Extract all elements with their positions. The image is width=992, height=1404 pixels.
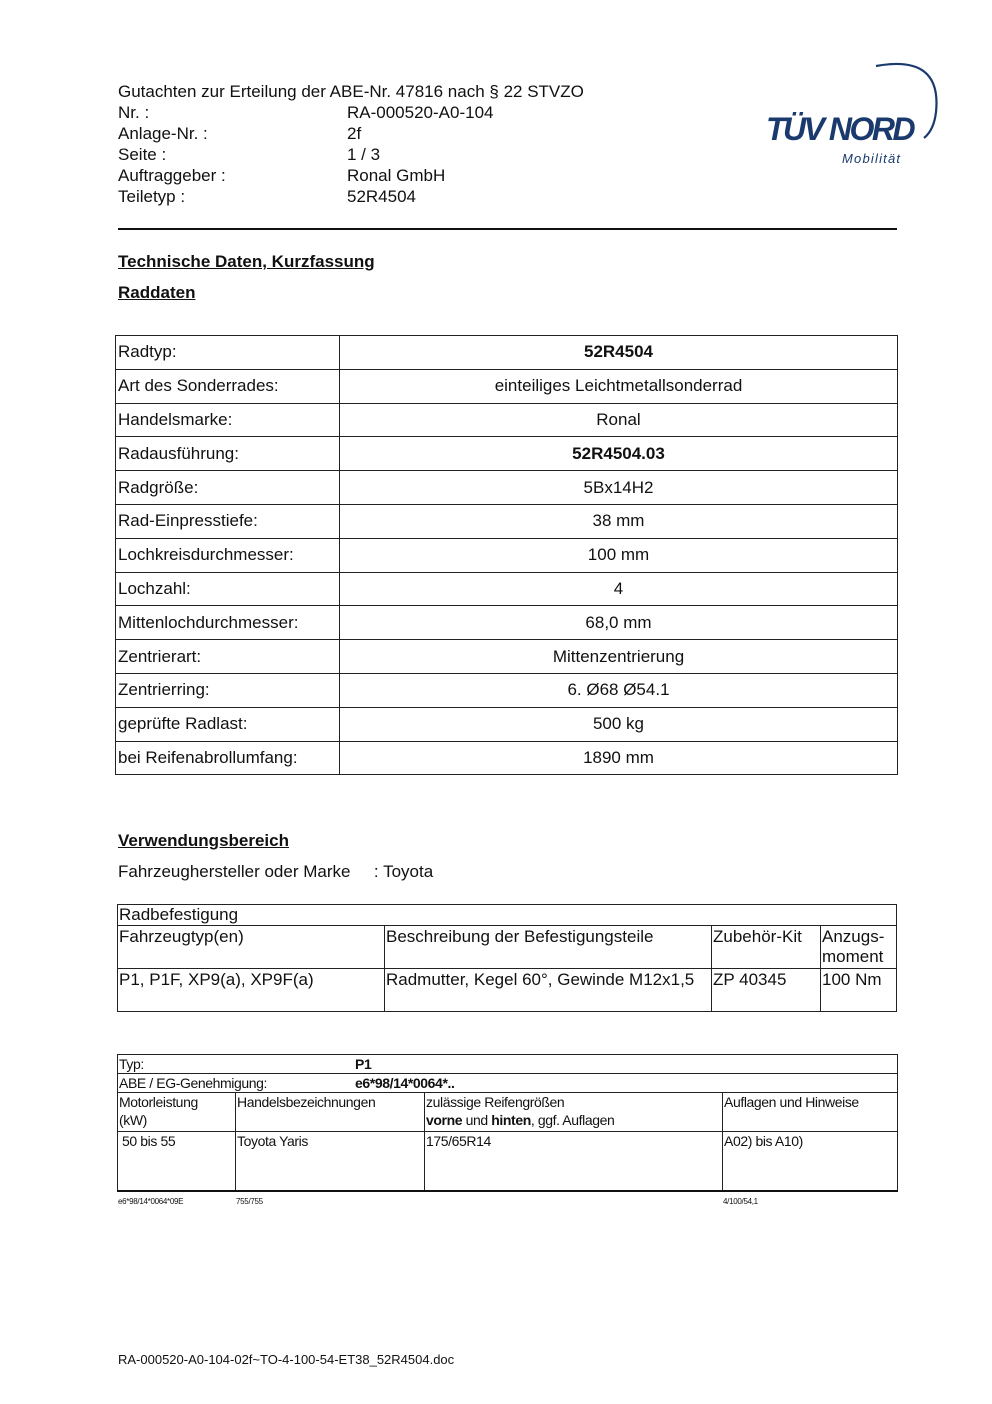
vehicle-maker-label: Fahrzeughersteller oder Marke [118, 862, 351, 881]
raddaten-value: Mittenzentrierung [340, 640, 898, 674]
header-row-seite [118, 144, 381, 165]
header-cell: Zubehör-Kit [712, 926, 821, 969]
genehmigung-row [118, 1074, 898, 1093]
table-row [116, 673, 898, 707]
raddaten-value: 68,0 mm [340, 606, 898, 640]
raddaten-label: Radgröße: [116, 471, 340, 505]
table-row [116, 741, 898, 775]
genehmigung-label: ABE / EG-Genehmigung: [119, 1075, 268, 1091]
header-value: 52R4504 [347, 187, 417, 206]
raddaten-table [115, 335, 898, 775]
table-header-row [118, 926, 897, 969]
header-row-auftraggeber [118, 165, 446, 186]
table-row [116, 336, 898, 370]
header-label: Seite : [118, 145, 167, 164]
table-row [116, 437, 898, 471]
cell-fastening-description: Radmutter, Kegel 60°, Gewinde M12x1,5 [385, 969, 712, 1012]
raddaten-label: geprüfte Radlast: [116, 707, 340, 741]
raddaten-value: einteiliges Leichtmetallsonderrad [340, 369, 898, 403]
raddaten-label: Art des Sonderrades: [116, 369, 340, 403]
vehicle-maker-separator: : [373, 862, 379, 881]
raddaten-value: 500 kg [340, 707, 898, 741]
tiny-note-right: 4/100/54,1 [723, 1197, 758, 1206]
header-value: 1 / 3 [347, 145, 381, 164]
raddaten-value: 52R4504 [340, 336, 898, 370]
table-row [116, 369, 898, 403]
header-reifen-hinten: hinten [491, 1112, 531, 1128]
raddaten-label: Handelsmarke: [116, 403, 340, 437]
raddaten-value: 5Bx14H2 [340, 471, 898, 505]
header-row-anlage [118, 123, 362, 144]
header-reifen-line1: zulässige Reifengrößen [426, 1094, 565, 1110]
raddaten-label: Lochzahl: [116, 572, 340, 606]
header-value: RA-000520-A0-104 [347, 103, 494, 122]
header-reifen-rest: , ggf. Auflagen [530, 1112, 615, 1128]
vehicle-maker-value: Toyota [383, 862, 434, 881]
cell-auflagen: A02) bis A10) [723, 1132, 898, 1192]
document-title: Gutachten zur Erteilung der ABE-Nr. 47816 nach § 22 STVZO [118, 82, 584, 101]
tiny-note-left: e6*98/14*0064*09E [118, 1197, 184, 1206]
table-row [116, 606, 898, 640]
table-row [116, 572, 898, 606]
tiny-note-mid: 755/755 [236, 1197, 263, 1206]
raddaten-value: 38 mm [340, 504, 898, 538]
header-row-teiletyp [118, 186, 417, 207]
section-heading-verwendungsbereich: Verwendungsbereich [118, 831, 289, 850]
header-value: Ronal GmbH [347, 166, 446, 185]
cell-accessory-kit: ZP 40345 [712, 969, 821, 1012]
torque-header-text: Anzugs-moment [822, 927, 885, 966]
header-value: 2f [347, 124, 362, 143]
table-row [116, 707, 898, 741]
header-motor [118, 1093, 236, 1132]
raddaten-value: 6. Ø68 Ø54.1 [340, 673, 898, 707]
header-motor-text: Motorleistung (kW) [119, 1094, 198, 1128]
raddaten-value: 1890 mm [340, 741, 898, 775]
raddaten-label: Rad-Einpresstiefe: [116, 504, 340, 538]
table-row [118, 969, 897, 1012]
footer-filename: RA-000520-A0-104-02f~TO-4-100-54-ET38_52R4504.doc [118, 1352, 455, 1367]
header-cell: Beschreibung der Befestigungsteile [385, 926, 712, 969]
raddaten-value: 100 mm [340, 538, 898, 572]
header-label: Nr. : [118, 103, 150, 122]
header-label: Anlage-Nr. : [118, 124, 208, 143]
header-label: Teiletyp : [118, 187, 186, 206]
section-heading-raddaten: Raddaten [118, 283, 196, 302]
tuev-nord-logo [764, 60, 942, 170]
raddaten-label: Zentrierring: [116, 673, 340, 707]
header-reifen-vorne: vorne [426, 1112, 463, 1128]
raddaten-label: bei Reifenabrollumfang: [116, 741, 340, 775]
header-cell: Fahrzeugtyp(en) [118, 926, 385, 969]
table-row [116, 504, 898, 538]
abe-table [117, 1054, 898, 1192]
raddaten-value: 52R4504.03 [340, 437, 898, 471]
raddaten-value: 4 [340, 572, 898, 606]
table-header-row [118, 1093, 898, 1132]
radbefestigung-table [117, 904, 897, 1012]
raddaten-value: Ronal [340, 403, 898, 437]
section-heading-technische-daten: Technische Daten, Kurzfassung [118, 252, 375, 271]
logo-subtitle: Mobilität [842, 151, 902, 166]
vehicle-maker-line [118, 862, 433, 882]
cell-vehicle-types: P1, P1F, XP9(a), XP9F(a) [118, 969, 385, 1012]
header-reifen [425, 1093, 723, 1132]
typ-value: P1 [355, 1056, 372, 1072]
raddaten-label: Mittenlochdurchmesser: [116, 606, 340, 640]
cell-motor: 50 bis 55 [118, 1132, 236, 1192]
radbefestigung-title: Radbefestigung [118, 905, 897, 926]
header-divider [118, 228, 897, 230]
genehmigung-value: e6*98/14*0064*.. [355, 1075, 455, 1091]
logo-brand: TÜV NORD [766, 111, 914, 147]
header-reifen-und: und [462, 1112, 492, 1128]
table-row [116, 640, 898, 674]
header-row-nr [118, 102, 494, 123]
raddaten-label: Zentrierart: [116, 640, 340, 674]
raddaten-label: Lochkreisdurchmesser: [116, 538, 340, 572]
header-label: Auftraggeber : [118, 166, 226, 185]
raddaten-label: Radausführung: [116, 437, 340, 471]
typ-label: Typ: [119, 1056, 144, 1072]
header-auflagen: Auflagen und Hinweise [723, 1093, 898, 1132]
cell-torque: 100 Nm [821, 969, 897, 1012]
table-row [116, 538, 898, 572]
table-row [116, 471, 898, 505]
table-row [116, 403, 898, 437]
typ-row [118, 1055, 898, 1074]
cell-reifen: 175/65R14 [425, 1132, 723, 1192]
raddaten-label: Radtyp: [116, 336, 340, 370]
cell-handel: Toyota Yaris [236, 1132, 425, 1192]
header-handel: Handelsbezeichnungen [236, 1093, 425, 1132]
table-row [118, 1132, 898, 1192]
header-cell [821, 926, 897, 969]
